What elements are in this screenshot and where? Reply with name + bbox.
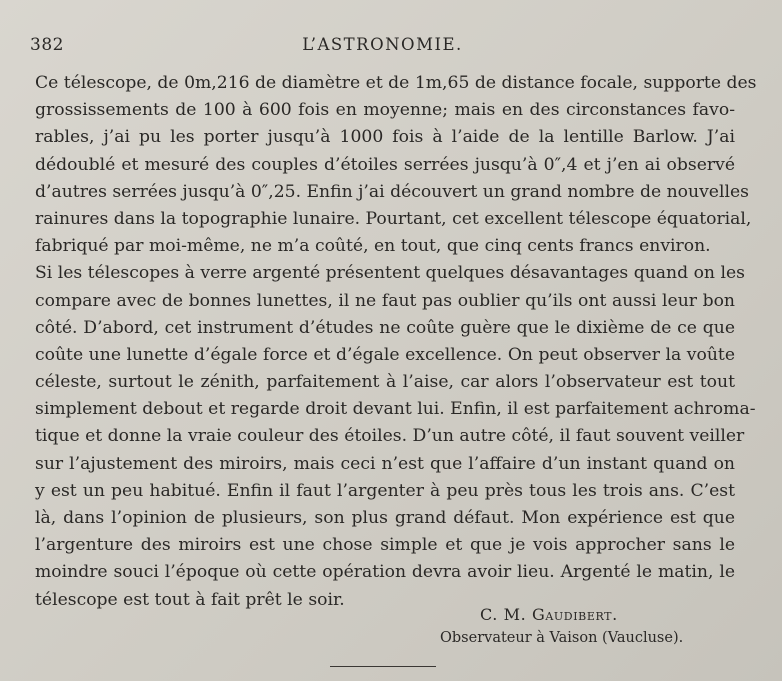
author-signature: C. M. Gaudibert. <box>480 605 618 624</box>
text-line: céleste, surtout le zénith, parfaitement à l’aise, car alors l’observateur est tout <box>35 372 735 393</box>
running-title: L’ASTRONOMIE. <box>302 35 463 54</box>
text-line: télescope est tout à fait prêt le soir. <box>35 589 345 610</box>
page-header <box>30 35 735 59</box>
text-line: tique et donne la vraie couleur des étoiles. D’un autre côté, il faut souvent veiller <box>35 426 745 447</box>
text-line: dédoublé et mesuré des couples d’étoiles serrées jusqu’à 0″,4 et j’en ai observé <box>35 154 735 175</box>
page-number: 382 <box>30 35 64 55</box>
text-line: Ce télescope, de 0m,216 de diamètre et de 1m,65 de distance focale, supporte des <box>35 73 757 93</box>
article-body <box>35 70 757 614</box>
text-line: d’autres serrées jusqu’à 0″,25. Enfin j’ai découvert un grand nombre de nouvelles <box>35 181 749 202</box>
section-divider <box>330 666 436 667</box>
text-line: y est un peu habitué. Enfin il faut l’argenter à peu près tous les trois ans. C’est <box>35 480 735 501</box>
text-line: sur l’ajustement des miroirs, mais ceci n’est que l’affaire d’un instant quand on <box>35 453 735 474</box>
text-line: rainures dans la topographie lunaire. Pourtant, cet excellent télescope équatorial, <box>35 208 752 229</box>
text-line: là, dans l’opinion de plusieurs, son plus grand défaut. Mon expérience est que <box>35 508 735 528</box>
text-line: rables, j’ai pu les porter jusqu’à 1000 fois à l’aide de la lentille Barlow. J’ai <box>35 127 735 148</box>
text-line: simplement debout et regarde droit devant lui. Enfin, il est parfaitement achroma- <box>35 399 756 420</box>
text-line: l’argenture des miroirs est une chose simple et que je vois approcher sans le <box>35 535 735 556</box>
text-line: Si les télescopes à verre argenté présentent quelques désavantages quand on les <box>35 263 745 284</box>
author-affiliation: Observateur à Vaison (Vaucluse). <box>440 630 684 646</box>
text-line: moindre souci l’époque où cette opération devra avoir lieu. Argenté le matin, le <box>35 562 735 583</box>
text-line: coûte une lunette d’égale force et d’égale excellence. On peut observer la voûte <box>35 344 735 365</box>
text-line: compare avec de bonnes lunettes, il ne faut pas oublier qu’ils ont aussi leur bon <box>35 290 735 311</box>
text-line: fabriqué par moi-même, ne m’a coûté, en tout, que cinq cents francs environ. <box>35 236 711 257</box>
text-line: grossissements de 100 à 600 fois en moyenne; mais en des circonstances favo- <box>35 100 735 121</box>
text-line: côté. D’abord, cet instrument d’études ne coûte guère que le dixième de ce que <box>35 317 735 338</box>
